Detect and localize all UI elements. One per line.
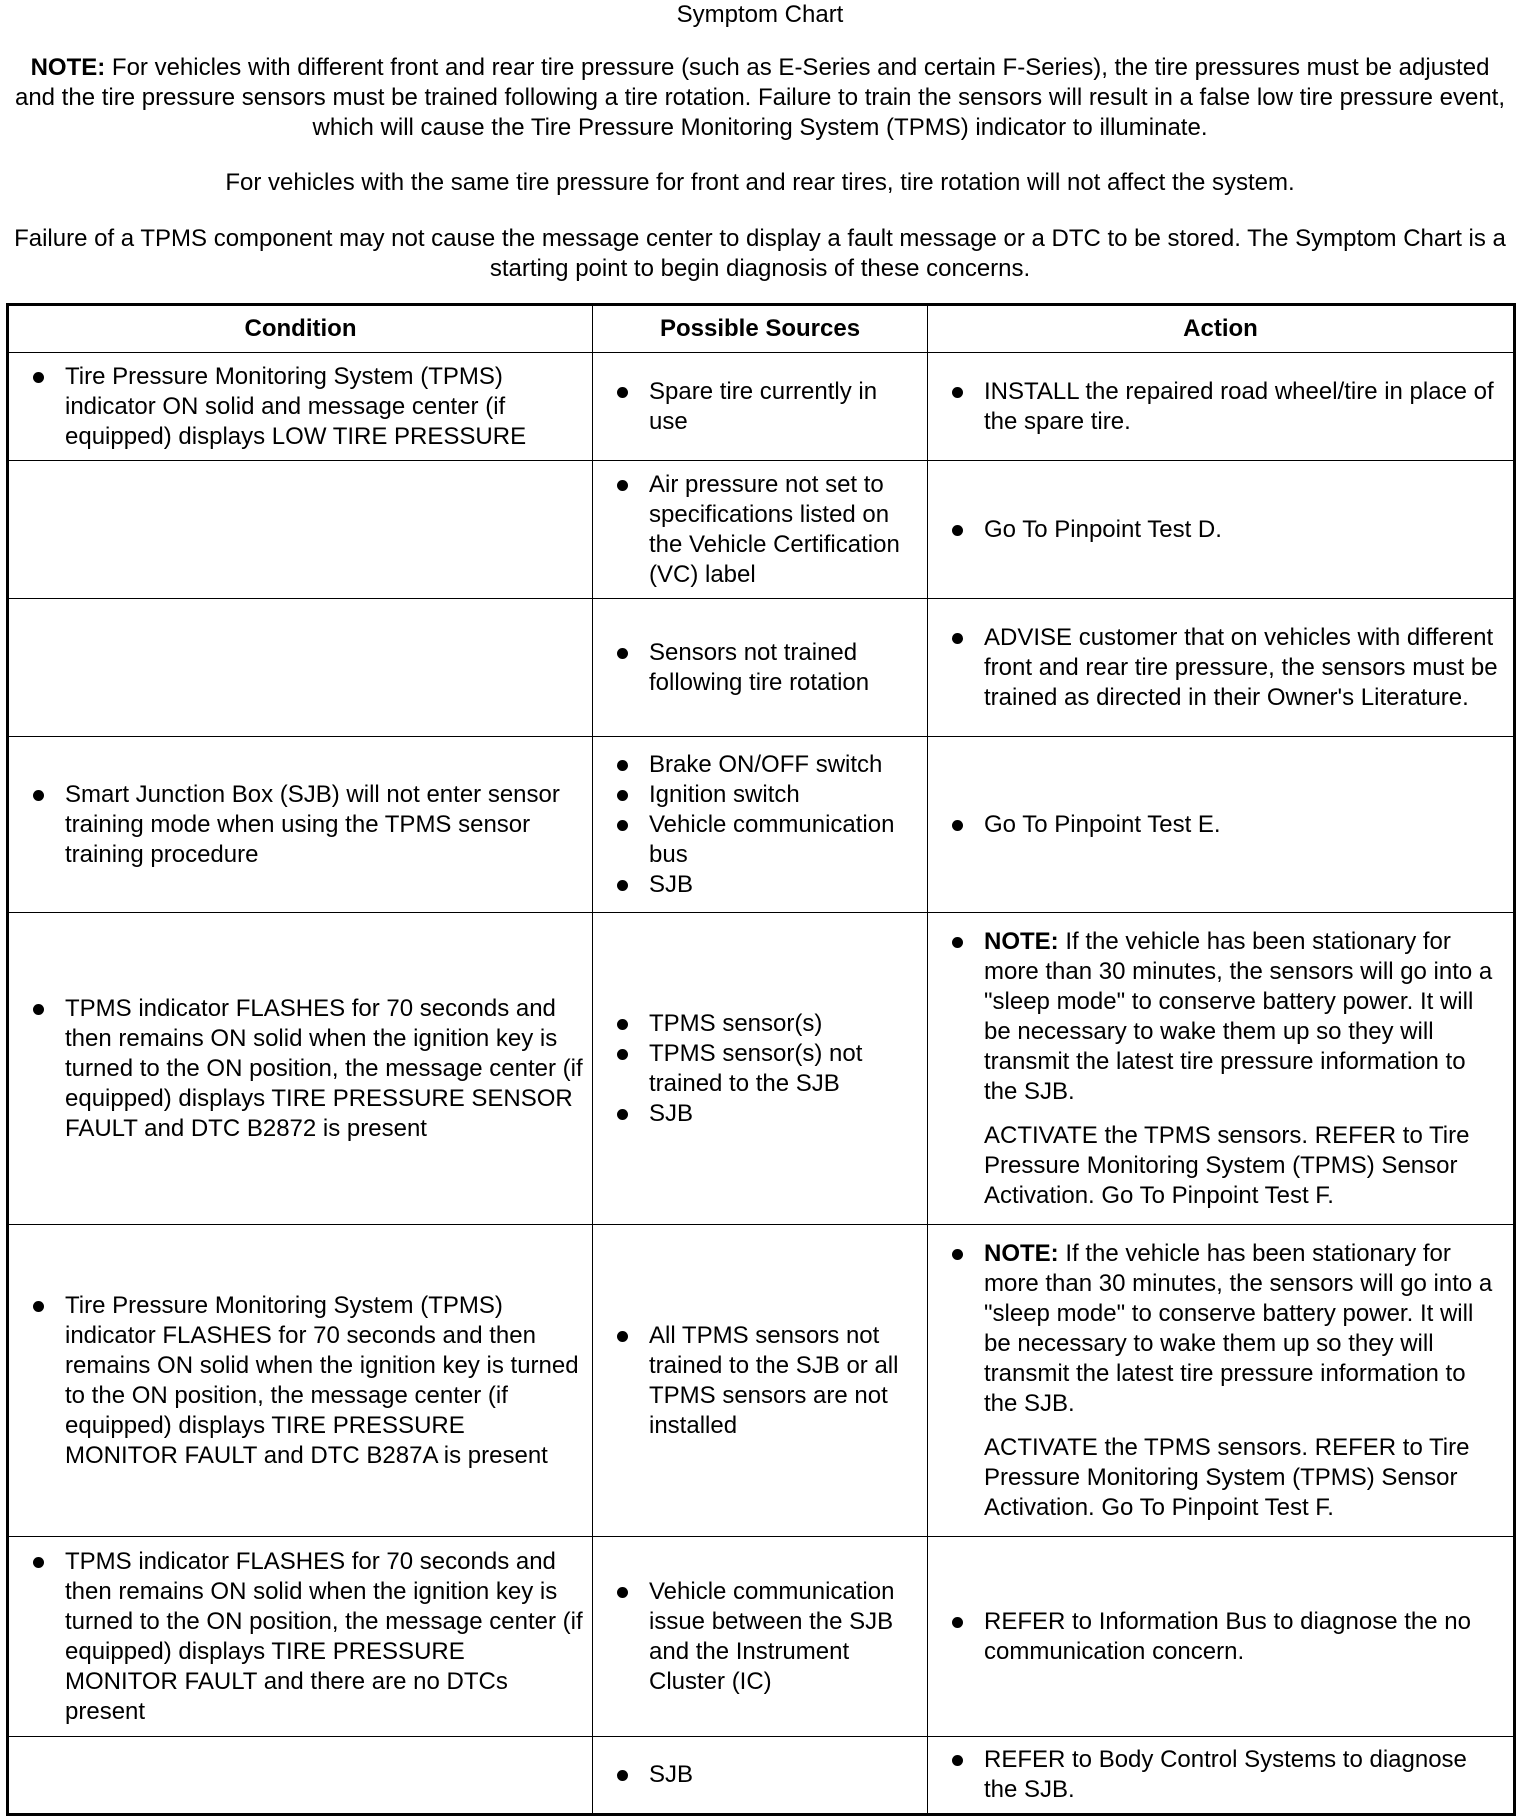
condition-cell [8, 737, 593, 913]
source-item: Ignition switch [601, 780, 919, 810]
condition-cell [8, 461, 593, 599]
condition-cell [8, 913, 593, 1225]
table-row [8, 1537, 1515, 1737]
source-item: Vehicle communication issue between the SJB and the Instrument Cluster (IC) [601, 1577, 919, 1697]
condition-cell [8, 1537, 593, 1737]
source-item: TPMS sensor(s) not trained to the SJB [601, 1039, 919, 1099]
condition-item: TPMS indicator FLASHES for 70 seconds and then remains ON solid when the ignition key is turned to the ON position, the message center (if equipped) displays TIRE PRESSURE MONITOR FAULT and there are no DTCs present [17, 1547, 584, 1727]
action-item [936, 927, 1505, 1107]
action-item: INSTALL the repaired road wheel/tire in place of the spare tire. [936, 377, 1505, 437]
possible-sources-cell [593, 461, 928, 599]
table-row [8, 1737, 1515, 1815]
failure-paragraph: Failure of a TPMS component may not cause the message center to display a fault message or a DTC to be stored. The Symptom Chart is a starting point to begin diagnosis of these concerns. [14, 225, 1506, 282]
note-text: For vehicles with different front and rear tire pressure (such as E-Series and certain F-Series), the tire pressures must be adjusted and the tire pressure sensors must be trained following a tire rotation. Failure to train the sensors will result in a false low tire pressure event, which will cause the Tire Pressure Monitoring System (TPMS) indicator to illuminate. [14, 54, 1506, 141]
action-cell [928, 1737, 1515, 1815]
action-item: ADVISE customer that on vehicles with different front and rear tire pressure, the sensors must be trained as directed in their Owner's Literature. [936, 623, 1505, 713]
table-row [8, 599, 1515, 737]
table-row [8, 913, 1515, 1225]
header-action: Action [928, 305, 1515, 353]
source-item: Spare tire currently in use [601, 377, 919, 437]
action-note-label: NOTE: [984, 1239, 1059, 1267]
condition-item: Tire Pressure Monitoring System (TPMS) indicator FLASHES for 70 seconds and then remains ON solid when the ignition key is turned to the ON position, the message center (if equipped) displays TIRE PRESSURE MONITOR FAULT and DTC B287A is present [17, 1291, 584, 1471]
table-row [8, 461, 1515, 599]
symptom-table [6, 303, 1516, 1816]
possible-sources-cell [593, 1737, 928, 1815]
source-item: SJB [601, 1099, 919, 1129]
note-label: NOTE: [30, 54, 106, 81]
source-item: SJB [601, 870, 919, 900]
action-cell [928, 353, 1515, 461]
action-item: REFER to Information Bus to diagnose the no communication concern. [936, 1607, 1505, 1667]
action-cell [928, 1225, 1515, 1537]
action-item [936, 1239, 1505, 1419]
action-extra-text: ACTIVATE the TPMS sensors. REFER to Tire Pressure Monitoring System (TPMS) Sensor Activation. Go To Pinpoint Test F. [984, 1121, 1470, 1209]
source-item: Vehicle communication bus [601, 810, 919, 870]
possible-sources-cell [593, 737, 928, 913]
condition-item: TPMS indicator FLASHES for 70 seconds and then remains ON solid when the ignition key is turned to the ON position, the message center (if equipped) displays TIRE PRESSURE SENSOR FAULT and DTC B2872 is present [17, 994, 584, 1144]
possible-sources-cell [593, 913, 928, 1225]
source-item: All TPMS sensors not trained to the SJB or all TPMS sensors are not installed [601, 1321, 919, 1441]
header-possible-sources: Possible Sources [593, 305, 928, 353]
source-item: Air pressure not set to specifications listed on the Vehicle Certification (VC) label [601, 470, 919, 590]
possible-sources-cell [593, 1225, 928, 1537]
action-note-text: If the vehicle has been stationary for more than 30 minutes, the sensors will go into a "sleep mode" to conserve battery power. It will be necessary to wake them up so they will transmit the latest tire pressure information to the SJB. [984, 1239, 1493, 1417]
possible-sources-cell [593, 1537, 928, 1737]
table-row [8, 353, 1515, 461]
table-row [8, 737, 1515, 913]
action-note-text: If the vehicle has been stationary for more than 30 minutes, the sensors will go into a "sleep mode" to conserve battery power. It will be necessary to wake them up so they will transmit the latest tire pressure information to the SJB. [984, 927, 1493, 1105]
action-extra-text: ACTIVATE the TPMS sensors. REFER to Tire Pressure Monitoring System (TPMS) Sensor Activation. Go To Pinpoint Test F. [984, 1433, 1470, 1521]
table-header-row [8, 305, 1515, 353]
condition-cell [8, 1225, 593, 1537]
condition-item: Tire Pressure Monitoring System (TPMS) indicator ON solid and message center (if equipped) displays LOW TIRE PRESSURE [17, 362, 584, 452]
source-item: SJB [601, 1760, 919, 1790]
condition-cell [8, 353, 593, 461]
action-cell [928, 461, 1515, 599]
action-item: Go To Pinpoint Test D. [936, 515, 1505, 545]
header-condition: Condition [8, 305, 593, 353]
action-item: Go To Pinpoint Test E. [936, 810, 1505, 840]
table-row [8, 1225, 1515, 1537]
condition-cell [8, 599, 593, 737]
source-item: TPMS sensor(s) [601, 1009, 919, 1039]
action-cell [928, 737, 1515, 913]
action-cell [928, 913, 1515, 1225]
action-cell [928, 1537, 1515, 1737]
action-item: REFER to Body Control Systems to diagnose the SJB. [936, 1745, 1505, 1805]
action-note-label: NOTE: [984, 927, 1059, 955]
same-pressure-paragraph: For vehicles with the same tire pressure for front and rear tires, tire rotation will not affect the system. [225, 169, 1295, 196]
action-cell [928, 599, 1515, 737]
condition-cell [8, 1737, 593, 1815]
source-item: Sensors not trained following tire rotation [601, 638, 919, 698]
possible-sources-cell [593, 599, 928, 737]
page-title: Symptom Chart [676, 1, 844, 28]
possible-sources-cell [593, 353, 928, 461]
note-paragraph [12, 53, 1508, 143]
source-item: Brake ON/OFF switch [601, 750, 919, 780]
condition-item: Smart Junction Box (SJB) will not enter sensor training mode when using the TPMS sensor training procedure [17, 780, 584, 870]
